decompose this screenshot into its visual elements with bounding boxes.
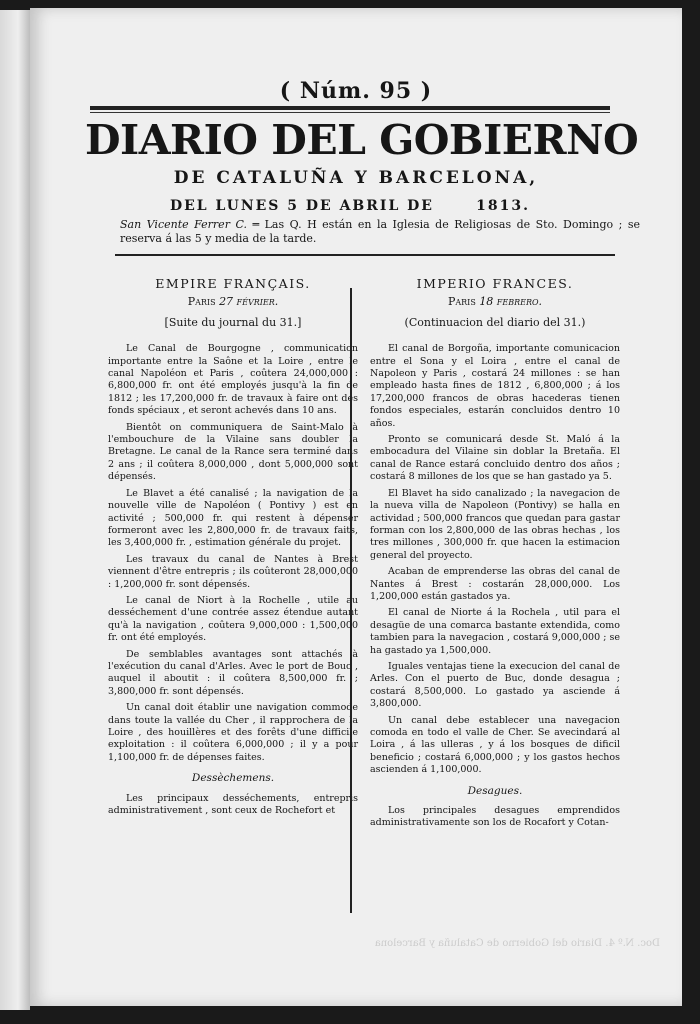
bleed-through-text: Doc. N.º 4. Diario del Gobierno de Cataluña y Barcelona — [374, 938, 660, 949]
article-paragraph: Pronto se comunicará desde St. Maló á la embocadura del Vilaine sin doblar la Bretaña. El canal de Rance estará concluido dentro dos años ; costará 8 millones de los que se han gastado ya 5. — [370, 434, 620, 483]
article-paragraph: Le canal de Niort à la Rochelle , utile au desséchement d'une contrée assez étendue autant qu'à la navigation , coûtera 9,000,000 : 1,500,000 fr. ont été employés. — [108, 594, 358, 644]
saints-label: San Vicente Ferrer C. — [120, 218, 247, 231]
article-paragraph: Bientôt on communiquera de Saint-Malo à l'embouchure de la Vilaine sans doubler la Bretagne. Le canal de la Rance sera terminé dans 2 ans ; il coûtera 8,000,000 , dont 5,000,000 sont dépensés. — [108, 421, 358, 483]
section-heading: Dessèchemens. — [191, 772, 275, 785]
column-heading: IMPERIO FRANCES. — [416, 276, 574, 291]
column-divider — [350, 288, 352, 913]
masthead-rule-thick — [90, 106, 610, 110]
dateline-place: Paris 18 febrero. — [447, 295, 543, 309]
section-heading: Desagues. — [467, 784, 523, 797]
article-paragraph: Un canal debe establecer una navegacion comoda en todo el valle de Cher. Se avecindará al Loira , á las ulleras , y á los bosques de dificil beneficio ; costará 6,000,000 ; y los gastos hechos ascienden á 1,100,000. — [370, 714, 620, 776]
article-paragraph: Los principales desagues emprendidos administrativamente son los de Rocafort y Cotan- — [370, 805, 620, 829]
dateline — [170, 198, 530, 214]
continuation-note: (Continuacion del diario del 31.) — [404, 315, 586, 329]
article-paragraph: De semblables avantages sont attachés à l'exécution du canal d'Arles. Avec le port de Bouc , auquel il aboutit : il coûtera 8,500,000 fr. ; 3,800,000 fr. sont dépensés. — [108, 648, 358, 697]
saints-text: Las Q. H están en la Iglesia de Religiosas de Sto. Domingo ; se reserva á las 5 y media de la tarde. — [120, 218, 641, 245]
article-paragraph: Le Blavet a été canalisé ; la navigation de la nouvelle ville de Napoléon ( Pontivy ) est en activité ; 500,000 fr. qui restent à dépenser formeront avec les 2,800,000 fr. de travaux faits, les 3,400,000 fr. , estimation générale du projet. — [108, 487, 358, 549]
article-paragraph: El canal de Niorte á la Rochela , util para el desagüe de una comarca bastante extendida, como tambien para la navegacion , costará 9,000,000 ; se ha gastado ya 1,500,000. — [370, 607, 620, 656]
continuation-note: [Suite du journal du 31.] — [164, 315, 302, 329]
facing-page-edge — [0, 10, 30, 1010]
dateline-place: Paris 27 février. — [187, 295, 279, 309]
article-paragraph: Un canal doit établir une navigation commode dans toute la vallée du Cher , il rapprochera de la Loire , des houillères et des forêts d'une difficile exploitation : il coûtera 6,000,000 ; il y a pour 1,100,000 fr. de dépenses faites. — [108, 702, 358, 763]
dateline-date: DEL LUNES 5 DE ABRIL DE — [170, 198, 434, 214]
article-paragraph: Acaban de emprenderse las obras del canal de Nantes á Brest : costarán 28,000,000. Los 1,200,000 están gastados ya. — [370, 566, 620, 602]
article-paragraph: El canal de Borgoña, importante comunicacion entre el Sona y el Loira , entre el canal de Napoleon y Paris , costará 24 millones : se han empleado hasta fines de 1812 , 6,800,000 ; á los 17,200,000 francos de obras hacederas tienen fondos especiales, estarán concluidos dentro 10 años. — [370, 343, 620, 429]
column-french — [108, 270, 358, 821]
article-paragraph: Les principaux desséchements, entrepris administrativement , sont ceux de Rochefort et — [108, 792, 358, 817]
header-divider — [115, 254, 615, 256]
dateline-year: 1813. — [476, 198, 530, 214]
column-spanish — [370, 270, 620, 834]
newspaper-page — [30, 8, 682, 1006]
issue-number: ( Núm. 95 ) — [279, 78, 433, 104]
masthead-title: DIARIO DEL GOBIERNO — [85, 116, 639, 164]
article-paragraph: Les travaux du canal de Nantes à Brest viennent d'être entrepris ; ils coûteront 28,000,000 : 1,200,000 fr. sont dépensés. — [108, 553, 358, 590]
masthead-rule-thin — [90, 112, 610, 113]
article-paragraph: Le Canal de Bourgogne , communication importante entre la Saône et la Loire , entre le canal Napoléon et Paris , coûtera 24,000,000 : 6,800,000 fr. ont été employés jusqu'à la fin de 1812 ; les 17,200,000 fr. de travaux à faire ont des fonds spéciaux , et seront achevés dans 10 ans. — [108, 343, 358, 417]
article-paragraph: Iguales ventajas tiene la execucion del canal de Arles. Con el puerto de Buc, donde desagua ; costará 8,500,000. Lo gastado ya asciende á 3,800,000. — [370, 660, 620, 710]
column-heading: EMPIRE FRANÇAIS. — [155, 276, 311, 291]
masthead-subtitle: DE CATALUÑA Y BARCELONA, — [173, 168, 539, 188]
saints-of-day: San Vicente Ferrer C. ═ Las Q. H están en la Iglesia de Religiosas de Sto. Domingo ; se reserva á las 5 y media de la tarde. — [120, 218, 641, 245]
article-paragraph: El Blavet ha sido canalizado ; la navegacion de la nueva villa de Napoleon (Pontivy) se halla en actividad ; 500,000 francos que quedan para gastar forman con los 2,800,000 de las obras hechas , los tres millones , 300,000 fr. que hacen la estimacion general del proyecto. — [370, 487, 620, 561]
